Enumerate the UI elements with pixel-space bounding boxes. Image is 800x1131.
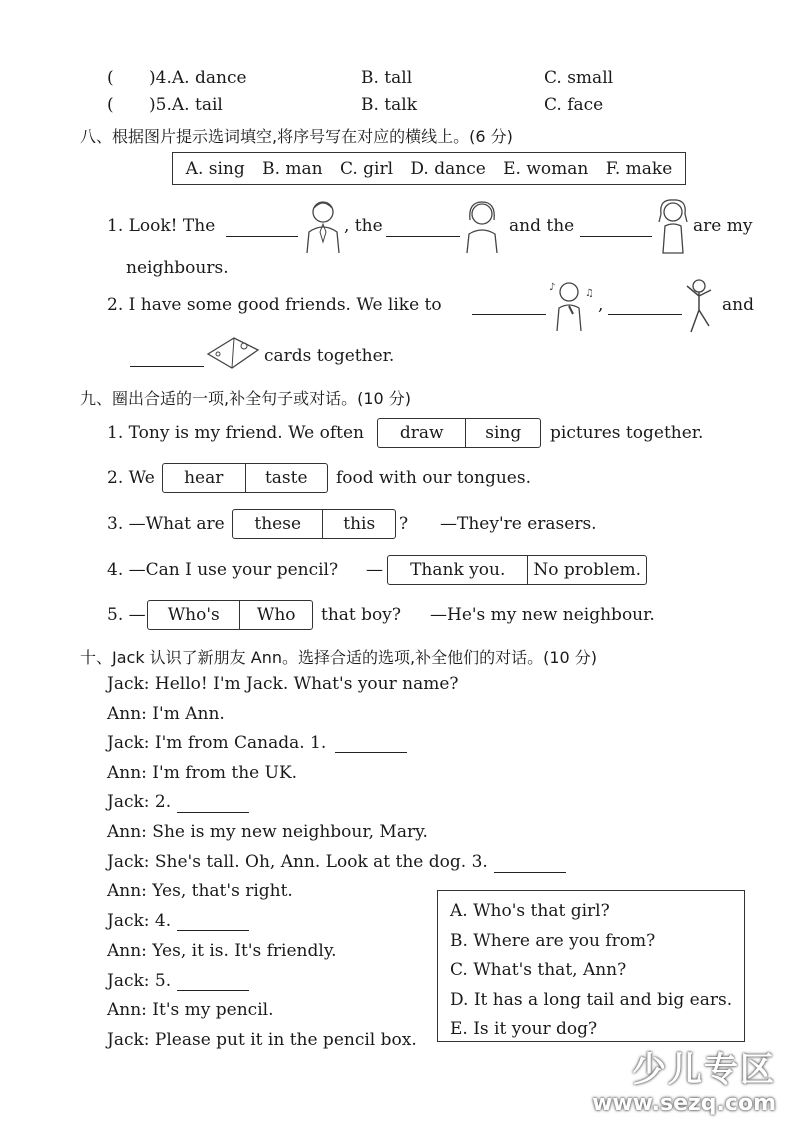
s9-q4-pre: 4. —Can I use your pencil? (107, 560, 339, 580)
dialogue-line: Ann: I'm Ann. (107, 704, 225, 724)
dialogue-line: Ann: Yes, that's right. (107, 881, 293, 901)
s8-q1-text4: are my (693, 216, 753, 236)
s9-q2-pre: 2. We (107, 468, 155, 488)
s8-q2-and: and (722, 295, 754, 315)
section9-title: 九、圈出合适的一项,补全句子或对话。(10 分) (80, 389, 412, 408)
dialogue-line: Jack: 2. (107, 792, 172, 812)
s9-q1-option-sing[interactable]: sing (465, 419, 540, 447)
word-bank (172, 152, 686, 185)
man-figure-icon (301, 198, 345, 254)
dialogue-line: Ann: Yes, it is. It's friendly. (107, 941, 337, 961)
s8-q2-text4: cards together. (264, 346, 395, 366)
s7-q4-b: B. tall (361, 68, 413, 88)
dancing-figure-icon (683, 276, 713, 334)
watermark-cn: 少儿专区 (632, 1050, 776, 1090)
s7-q4-paren: ( (107, 68, 114, 88)
dialogue-line: Jack: 4. (107, 911, 172, 931)
s7-q5-c: C. face (544, 95, 604, 115)
s9-q3-option-these[interactable]: these (254, 514, 302, 534)
s9-q3-option-this[interactable]: this (322, 510, 395, 538)
s7-q4-row (107, 68, 247, 88)
s9-q3-options (232, 509, 396, 539)
s9-q4-option-no-problem[interactable]: No problem. (527, 556, 646, 584)
answer-option-e: E. Is it your dog? (450, 1019, 598, 1039)
s8-q2-blank3[interactable] (130, 350, 204, 367)
watermark-logo (592, 1042, 776, 1116)
s9-q5-reply: —He's my new neighbour. (430, 605, 655, 625)
word-a: A. sing (185, 158, 245, 179)
s7-q5-paren: ( (107, 95, 114, 115)
svg-text:♫: ♫ (585, 288, 594, 299)
s8-q2-blank1[interactable] (472, 298, 546, 315)
word-d: D. dance (410, 158, 486, 179)
singing-boy-icon (547, 276, 595, 332)
s8-q2-text1: 2. I have some good friends. We like to (107, 295, 442, 315)
s9-q4-options (387, 555, 647, 585)
dialogue-line: Ann: She is my new neighbour, Mary. (107, 822, 428, 842)
dialogue-blank-3[interactable] (494, 856, 566, 873)
s8-q2-comma: , (598, 295, 604, 315)
girl-figure-icon (655, 196, 691, 254)
s7-q4-c: C. small (544, 68, 614, 88)
s9-q3-pre: 3. —What are (107, 514, 225, 534)
answer-option-a: A. Who's that girl? (450, 901, 610, 921)
s9-q2-option-taste[interactable]: taste (245, 464, 328, 492)
dialogue-blank-5[interactable] (177, 974, 249, 991)
s7-q5-row (107, 95, 223, 115)
s8-q1-blank2[interactable] (386, 220, 460, 237)
section8-title: 八、根据图片提示选词填空,将序号写在对应的横线上。(6 分) (80, 127, 513, 146)
section10-title: 十、Jack 认识了新朋友 Ann。选择合适的选项,补全他们的对话。(10 分) (80, 648, 598, 667)
s9-q5-pre: 5. — (107, 605, 146, 625)
s7-q4-a: A. dance (171, 68, 247, 88)
s9-q1-option-draw[interactable]: draw (399, 423, 444, 443)
answer-options-box (437, 890, 745, 1042)
s9-q3-post: ? (399, 514, 409, 534)
s9-q5-options (147, 600, 313, 630)
s9-q2-options (162, 463, 328, 493)
answer-option-d: D. It has a long tail and big ears. (450, 989, 733, 1010)
woman-figure-icon (462, 198, 502, 254)
s9-q2-option-hear[interactable]: hear (184, 468, 224, 488)
dialogue-line: Jack: I'm from Canada. 1. (107, 733, 327, 753)
s9-q3-reply: —They're erasers. (440, 514, 597, 534)
s9-q4-dash: — (366, 560, 383, 580)
s7-q5-num: )5. (149, 95, 172, 115)
s9-q5-post: that boy? (321, 605, 401, 625)
dialogue-line: Jack: Please put it in the pencil box. (107, 1030, 417, 1050)
answer-option-c: C. What's that, Ann? (450, 960, 627, 980)
s9-q4-option-thank-you[interactable]: Thank you. (410, 560, 506, 580)
s9-q1-post: pictures together. (550, 423, 704, 443)
word-b: B. man (262, 158, 323, 179)
s9-q2-post: food with our tongues. (336, 468, 531, 488)
card-making-icon (204, 332, 262, 372)
dialogue-line: Ann: I'm from the UK. (107, 763, 298, 783)
s7-q5-a: A. tail (171, 95, 223, 115)
dialogue-line: Jack: 5. (107, 971, 172, 991)
s9-q5-option-whos[interactable]: Who's (167, 605, 220, 625)
s9-q1-pre: 1. Tony is my friend. We often (107, 423, 365, 443)
dialogue-line: Jack: She's tall. Oh, Ann. Look at the dog. 3. (107, 852, 488, 872)
s8-q1-blank3[interactable] (580, 220, 652, 237)
word-e: E. woman (503, 158, 589, 179)
dialogue-blank-4[interactable] (177, 914, 249, 931)
s9-q1-options (377, 418, 541, 448)
word-f: F. make (605, 158, 673, 179)
s8-q1-text2: , the (344, 216, 383, 236)
watermark-url: www.sezq.com (592, 1091, 776, 1116)
answer-option-b: B. Where are you from? (450, 930, 656, 951)
s8-q1-text5: neighbours. (126, 258, 229, 278)
s9-q5-option-who[interactable]: Who (239, 601, 312, 629)
dialogue-line: Ann: It's my pencil. (107, 1000, 274, 1020)
s8-q1-blank1[interactable] (226, 220, 298, 237)
s7-q4-num: )4. (149, 68, 172, 88)
word-c: C. girl (339, 158, 394, 179)
s8-q1-text3: and the (509, 216, 575, 236)
s8-q2-blank2[interactable] (608, 298, 682, 315)
s7-q5-b: B. talk (361, 95, 418, 115)
dialogue-blank-2[interactable] (177, 796, 249, 813)
s8-q1-text1: 1. Look! The (107, 216, 216, 236)
dialogue-line: Jack: Hello! I'm Jack. What's your name? (107, 674, 459, 694)
svg-text:♪: ♪ (549, 282, 556, 293)
dialogue-blank-1[interactable] (335, 736, 407, 753)
